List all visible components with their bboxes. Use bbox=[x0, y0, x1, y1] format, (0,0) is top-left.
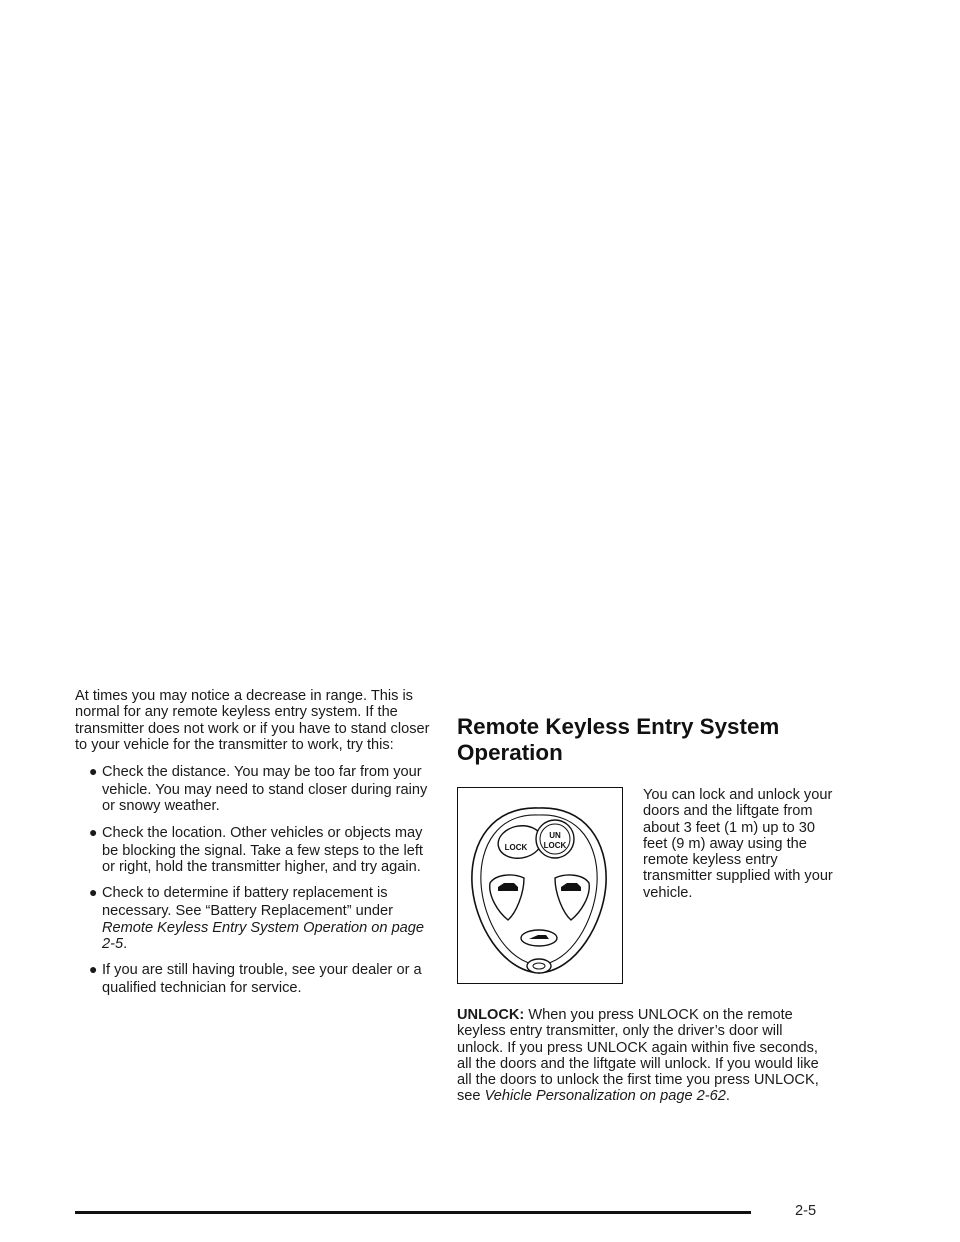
list-item bbox=[75, 824, 435, 876]
bullet-icon: ● bbox=[89, 961, 98, 978]
list-item bbox=[75, 884, 435, 952]
list-item-end: . bbox=[123, 935, 128, 952]
list-item-text: qualified technician for service. bbox=[102, 980, 302, 997]
list-item-first-line: If you are still having trouble, see your dealer or a bbox=[102, 962, 422, 979]
unlock-text: When you press UNLOCK on the remote keyless entry transmitter, only the driver’s door will unlock. If you press UNLOCK again within five seconds, all the doors and the liftgate will unlock. If you would like all the doors to unlock the first time you press UNLOCK, see bbox=[457, 1007, 819, 1105]
key-fob-illustration bbox=[457, 787, 623, 984]
lock-button-label: LOCK bbox=[504, 843, 528, 852]
section-heading bbox=[457, 714, 877, 766]
unlock-end: . bbox=[725, 1088, 730, 1105]
troubleshooting-list bbox=[75, 763, 435, 996]
list-item-text: be blocking the signal. Take a few steps to the left or right, hold the transmitter higher, and try again. bbox=[102, 842, 423, 876]
list-item-first-line: Check to determine if battery replacement is bbox=[102, 885, 388, 902]
list-item-first-line: Check the distance. You may be too far from your bbox=[102, 764, 422, 781]
unlock-paragraph bbox=[457, 1007, 827, 1105]
left-column bbox=[75, 688, 435, 1006]
unlock-button-label-line1: UN bbox=[549, 831, 561, 840]
footer-rule bbox=[75, 1211, 751, 1214]
list-item-first-line: Check the location. Other vehicles or objects may bbox=[102, 824, 423, 841]
range-description: You can lock and unlock your doors and the liftgate from about 3 feet (1 m) up to 30 feet (9 m) away using the remote keyless entry transmitter supplied with your vehicle. bbox=[643, 787, 833, 901]
cross-reference-link[interactable]: Remote Keyless Entry System Operation on page 2-5 bbox=[102, 919, 425, 952]
bullet-icon: ● bbox=[89, 823, 98, 840]
list-item bbox=[75, 763, 435, 815]
cross-reference-link[interactable]: Vehicle Personalization on page 2-62 bbox=[484, 1088, 726, 1105]
page-number: 2-5 bbox=[795, 1203, 817, 1219]
heading-line-2: Operation bbox=[457, 740, 563, 765]
bullet-icon: ● bbox=[89, 763, 98, 780]
heading-line-1: Remote Keyless Entry System bbox=[457, 714, 780, 739]
bullet-icon: ● bbox=[89, 884, 98, 901]
intro-paragraph: At times you may notice a decrease in range. This is normal for any remote keyless entry system. If the transmitter does not work or if you have to stand closer to your vehicle for the transmitter to work, try this: bbox=[75, 688, 430, 753]
list-item bbox=[75, 961, 435, 996]
unlock-button-label-line2: LOCK bbox=[543, 841, 567, 850]
key-fob-icon bbox=[458, 788, 621, 982]
unlock-term: UNLOCK: bbox=[457, 1007, 525, 1023]
list-item-text: necessary. See “Battery Replacement” under bbox=[102, 903, 393, 920]
list-item-text: vehicle. You may need to stand closer during rainy or snowy weather. bbox=[102, 782, 428, 815]
